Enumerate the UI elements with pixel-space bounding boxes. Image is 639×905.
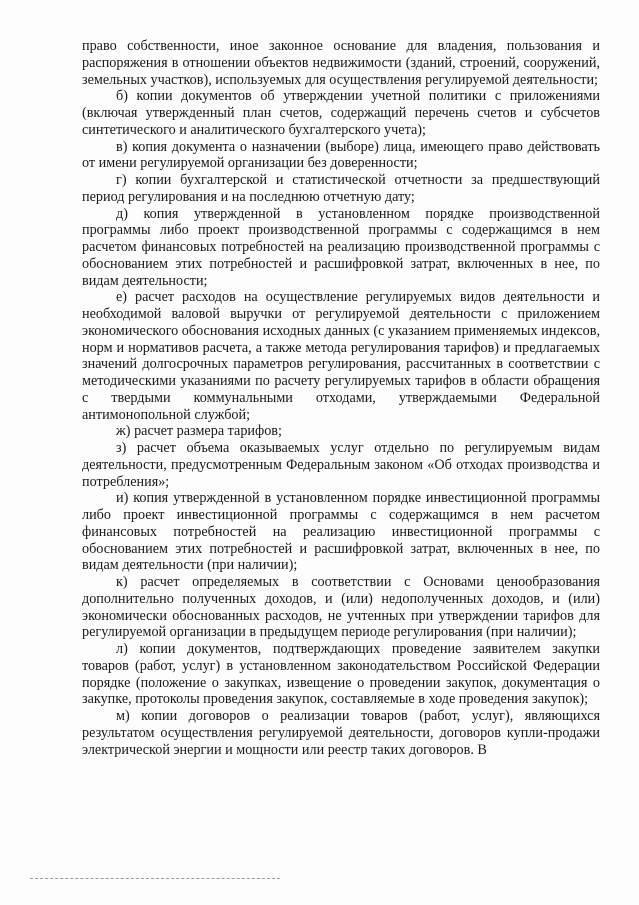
scan-artifact-line bbox=[30, 878, 280, 879]
paragraph-item-z: з) расчет объема оказываемых услуг отдельно по регулируемым видам деятельности, предусмотренным Федеральным законом «Об отходах производства и потребления»; bbox=[82, 440, 600, 490]
paragraph-item-e: е) расчет расходов на осуществление регулируемых видов деятельности и необходимой валовой выручки от регулируемой деятельности с приложением экономического обоснования исходных данных (с указанием применяемых индексов, норм и нормативов расчета, а также метода регулирования тарифов) и предлагаемых значений долгосрочных параметров регулирования, рассчитанных в соответствии с методическими указаниями по расчету регулируемых тарифов в области обращения с твердыми коммунальными отходами, утверждаемыми Федеральной антимонопольной службой; bbox=[82, 289, 600, 423]
paragraph-item-d: д) копия утвержденной в установленном порядке производственной программы либо проект производственной программы с содержащимся в нем расчетом финансовых потребностей на реализацию производственной программы с обоснованием этих потребностей и расшифровкой затрат, включенных в нее, по видам деятельности; bbox=[82, 205, 600, 289]
paragraph-item-m: м) копии договоров о реализации товаров (работ, услуг), являющихся результатом осуществления регулируемой деятельности, договоров купли-продажи электрической энергии и мощности или реестр таких договоров. В bbox=[82, 708, 600, 758]
paragraph-item-l: л) копии документов, подтверждающих проведение заявителем закупки товаров (работ, услуг) в установленном законодательством Российской Федерации порядке (положение о закупках, извещение о проведении закупок, документация о закупке, протоколы проведения закупок, составляемые в ходе проведения закупок); bbox=[82, 641, 600, 708]
paragraph-item-i: и) копия утвержденной в установленном порядке инвестиционной программы либо проект инвестиционной программы с содержащимся в нем расчетом финансовых потребностей на реализацию инвестиционной программы с обоснованием этих потребностей и расшифровкой затрат, включенных в нее, по видам деятельности (при наличии); bbox=[82, 490, 600, 574]
paragraph-intro-continuation: право собственности, иное законное основание для владения, пользования и распоряжения в отношении объектов недвижимости (зданий, строений, сооружений, земельных участков), используемых для осуществления регулируемой деятельности; bbox=[82, 38, 600, 88]
document-body bbox=[82, 38, 600, 758]
paragraph-item-v: в) копия документа о назначении (выборе) лица, имеющего право действовать от имени регулируемой организации без доверенности; bbox=[82, 138, 600, 172]
paragraph-item-zh: ж) расчет размера тарифов; bbox=[116, 423, 282, 440]
paragraph-item-k: к) расчет определяемых в соответствии с Основами ценообразования дополнительно полученных доходов, и (или) недополученных доходов, и (или) экономически обоснованных расходов, не учтенных при утверждении тарифов для регулируемой организации в предыдущем периоде регулирования (при наличии); bbox=[82, 574, 600, 641]
paragraph-item-b: б) копии документов об утверждении учетной политики с приложениями (включая утвержденный план счетов, содержащий перечень счетов и субсчетов синтетического и аналитического бухгалтерского учета); bbox=[82, 88, 600, 138]
paragraph-item-g: г) копии бухгалтерской и статистической отчетности за предшествующий период регулирования и на последнюю отчетную дату; bbox=[82, 172, 600, 205]
